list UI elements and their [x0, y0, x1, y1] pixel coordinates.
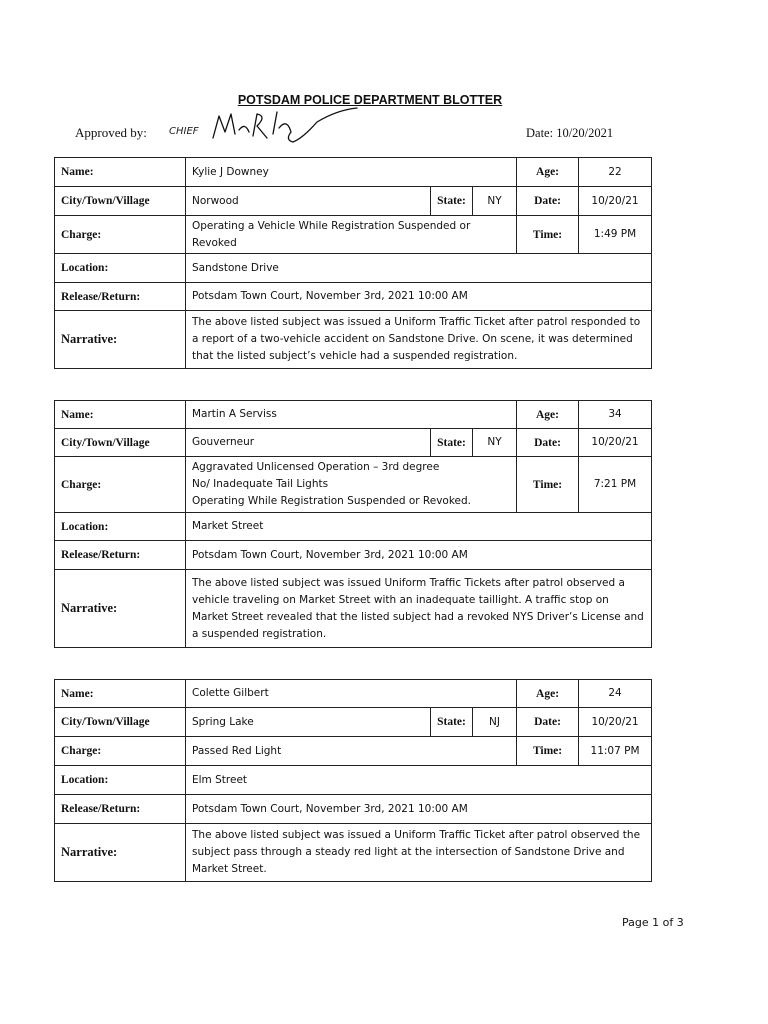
subject-city: Norwood	[186, 187, 431, 216]
age-label: Age:	[517, 158, 579, 187]
narrative-text: The above listed subject was issued Uniform Traffic Tickets after patrol observed a vehicle traveling on Market Street with an inadequate taillight. A traffic stop on Market Street revealed that the listed subject had a revoked NYS Driver’s License and a suspended registration.	[186, 570, 652, 648]
time-label: Time:	[517, 457, 579, 513]
narrative-text: The above listed subject was issued a Uniform Traffic Ticket after patrol responded to a report of a two-vehicle accident on Sandstone Drive. On scene, it was determined that the listed subject’s vehicle had a suspended registration.	[186, 311, 652, 369]
subject-city: Spring Lake	[186, 708, 431, 737]
subject-name: Kylie J Downey	[186, 158, 517, 187]
subject-age: 24	[579, 680, 652, 708]
narrative-text: The above listed subject was issued a Uniform Traffic Ticket after patrol observed the subject pass through a steady red light at the intersection of Sandstone Drive and Market Street.	[186, 824, 652, 882]
release-return: Potsdam Town Court, November 3rd, 2021 10:00 AM	[186, 283, 652, 311]
charge-text: Passed Red Light	[186, 737, 517, 766]
charge-text: Operating a Vehicle While Registration Suspended or Revoked	[186, 216, 517, 254]
release-return: Potsdam Town Court, November 3rd, 2021 10:00 AM	[186, 795, 652, 824]
incident-date: 10/20/21	[579, 708, 652, 737]
subject-age: 34	[579, 401, 652, 429]
release-label: Release/Return:	[55, 795, 186, 824]
city-label: City/Town/Village	[55, 429, 186, 457]
subject-state: NJ	[473, 708, 517, 737]
location-label: Location:	[55, 254, 186, 283]
date-label: Date:	[517, 708, 579, 737]
name-label: Name:	[55, 158, 186, 187]
release-label: Release/Return:	[55, 541, 186, 570]
blotter-record	[54, 157, 652, 369]
page-number: Page 1 of 3	[622, 916, 684, 929]
incident-time: 11:07 PM	[579, 737, 652, 766]
state-label: State:	[431, 187, 473, 216]
location-label: Location:	[55, 766, 186, 795]
blotter-date: Date: 10/20/2021	[526, 126, 614, 140]
state-label: State:	[431, 429, 473, 457]
age-label: Age:	[517, 401, 579, 429]
release-label: Release/Return:	[55, 283, 186, 311]
city-label: City/Town/Village	[55, 187, 186, 216]
name-label: Name:	[55, 680, 186, 708]
date-label: Date:	[517, 429, 579, 457]
incident-time: 7:21 PM	[579, 457, 652, 513]
incident-location: Elm Street	[186, 766, 652, 795]
incident-location: Market Street	[186, 513, 652, 541]
narrative-label: Narrative:	[55, 311, 186, 369]
name-label: Name:	[55, 401, 186, 429]
subject-state: NY	[473, 429, 517, 457]
subject-state: NY	[473, 187, 517, 216]
svg-text:CHIEF: CHIEF	[169, 126, 199, 137]
blotter-record	[54, 679, 652, 882]
subject-name: Colette Gilbert	[186, 680, 517, 708]
location-label: Location:	[55, 513, 186, 541]
subject-name: Martin A Serviss	[186, 401, 517, 429]
subject-city: Gouverneur	[186, 429, 431, 457]
city-label: City/Town/Village	[55, 708, 186, 737]
narrative-label: Narrative:	[55, 570, 186, 648]
time-label: Time:	[517, 737, 579, 766]
chief-signature	[165, 104, 365, 150]
incident-date: 10/20/21	[579, 429, 652, 457]
date-label: Date:	[517, 187, 579, 216]
blotter-title: POTSDAM POLICE DEPARTMENT BLOTTER	[237, 93, 503, 107]
charge-label: Charge:	[55, 216, 186, 254]
charge-label: Charge:	[55, 737, 186, 766]
charge-text: Aggravated Unlicensed Operation – 3rd degree No/ Inadequate Tail Lights Operating While Registration Suspended or Revoked.	[186, 457, 517, 513]
charge-label: Charge:	[55, 457, 186, 513]
incident-time: 1:49 PM	[579, 216, 652, 254]
approved-by-label: Approved by:	[75, 125, 147, 140]
subject-age: 22	[579, 158, 652, 187]
incident-location: Sandstone Drive	[186, 254, 652, 283]
incident-date: 10/20/21	[579, 187, 652, 216]
narrative-label: Narrative:	[55, 824, 186, 882]
age-label: Age:	[517, 680, 579, 708]
state-label: State:	[431, 708, 473, 737]
time-label: Time:	[517, 216, 579, 254]
release-return: Potsdam Town Court, November 3rd, 2021 10:00 AM	[186, 541, 652, 570]
blotter-record	[54, 400, 652, 648]
